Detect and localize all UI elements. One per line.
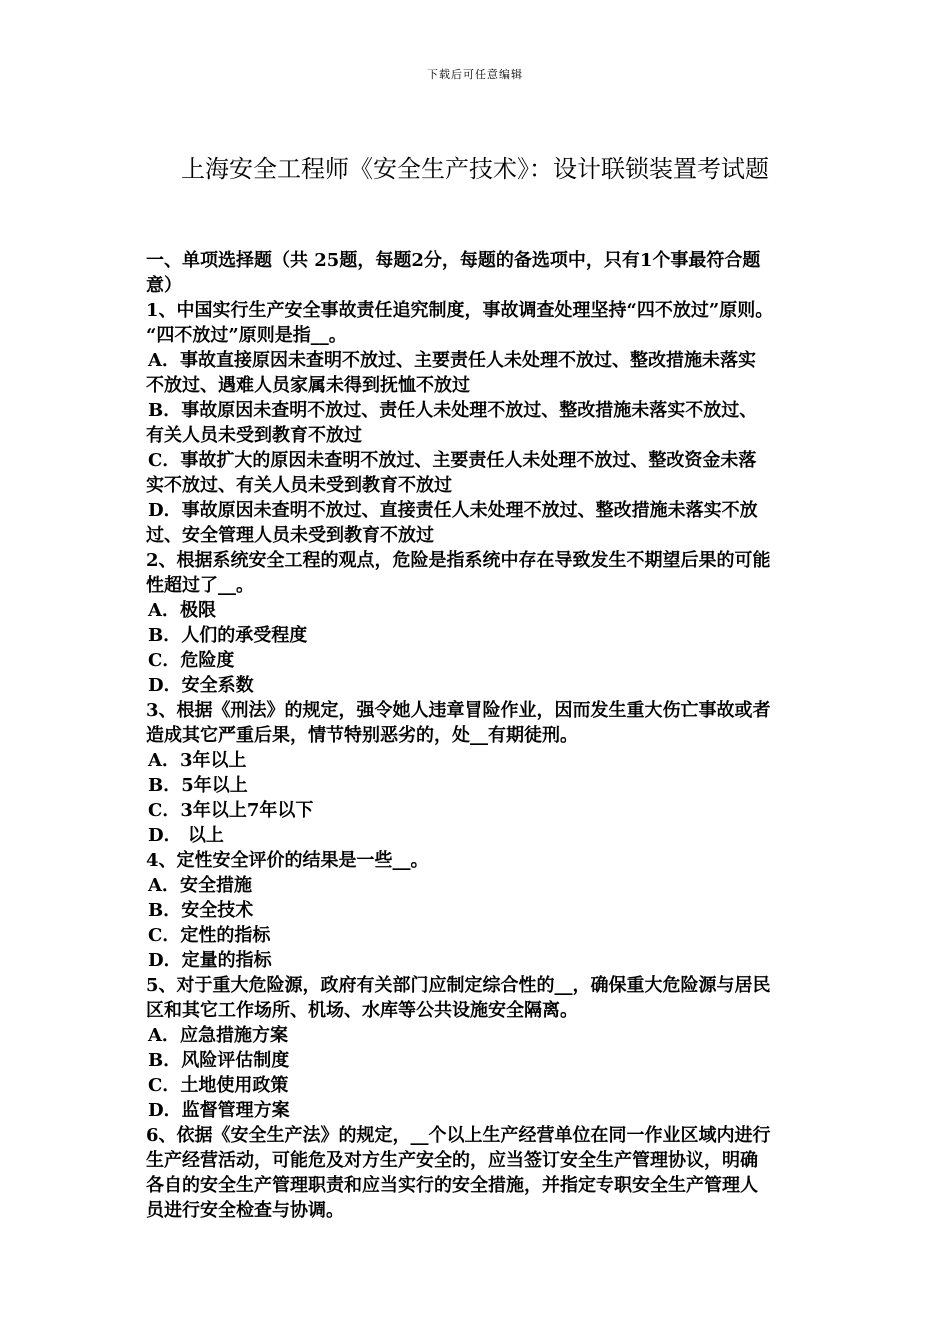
question-1-option-c-line: 实不放过、有关人员未受到教育不放过 — [146, 475, 452, 496]
section-heading-line: 意） — [146, 275, 182, 296]
question-body — [146, 248, 814, 1223]
question-3-option-c: C．3年以上7年以下 — [148, 800, 314, 821]
question-1-option-b-line: 有关人员未受到教育不放过 — [146, 425, 362, 446]
question-2-option-c: C．危险度 — [148, 650, 235, 671]
question-1-option-d-line: 过、安全管理人员未受到教育不放过 — [146, 525, 434, 546]
question-5-option-b: B．风险评估制度 — [148, 1050, 290, 1071]
question-6-stem-line: 各自的安全生产管理职责和应当实行的安全措施，并指定专职安全生产管理人 — [146, 1175, 758, 1196]
question-3-option-a: A．3年以上 — [148, 750, 247, 771]
question-2-stem-line: 2、根据系统安全工程的观点，危险是指系统中存在导致发生不期望后果的可能 — [146, 550, 771, 571]
question-1-option-a-line: A．事故直接原因未查明不放过、主要责任人未处理不放过、整改措施未落实 — [148, 350, 756, 371]
question-5-stem-line: 区和其它工作场所、机场、水库等公共设施安全隔离。 — [146, 1000, 578, 1021]
question-4-option-d: D．定量的指标 — [148, 950, 272, 971]
question-2-option-a: A．极限 — [148, 600, 216, 621]
question-2-stem-line: 性超过了__。 — [146, 575, 254, 596]
question-4-option-b: B．安全技术 — [148, 900, 254, 921]
question-2-option-b: B．人们的承受程度 — [148, 625, 308, 646]
question-3-option-d: D． 以上 — [148, 825, 224, 846]
question-2-option-d: D．安全系数 — [148, 675, 254, 696]
question-4-option-c: C．定性的指标 — [148, 925, 271, 946]
question-4-stem-line: 4、定性安全评价的结果是一些__。 — [146, 850, 429, 871]
question-3-stem-line: 3、根据《刑法》的规定，强令她人违章冒险作业，因而发生重大伤亡事故或者 — [146, 700, 771, 721]
document-title: 上海安全工程师《安全生产技术》：设计联锁装置考试题 — [181, 155, 769, 183]
question-1-stem-line: “四不放过”原则是指__。 — [146, 325, 347, 346]
question-1-stem-line: 1、中国实行生产安全事故责任追究制度，事故调查处理坚持“四不放过”原则。 — [146, 300, 774, 321]
question-5-option-c: C．土地使用政策 — [148, 1075, 289, 1096]
question-5-stem-line: 5、对于重大危险源，政府有关部门应制定综合性的__，确保重大危险源与居民 — [146, 975, 771, 996]
question-1-option-c-line: C．事故扩大的原因未查明不放过、主要责任人未处理不放过、整改资金未落 — [148, 450, 757, 471]
question-1-option-a-line: 不放过、遇难人员家属未得到抚恤不放过 — [146, 375, 470, 396]
question-4-option-a: A．安全措施 — [148, 875, 252, 896]
section-heading-line: 一、单项选择题（共 25题，每题2分，每题的备选项中，只有1个事最符合题 — [146, 250, 761, 271]
question-5-option-a: A．应急措施方案 — [148, 1025, 288, 1046]
question-1-option-b-line: B．事故原因未查明不放过、责任人未处理不放过、整改措施未落实不放过、 — [148, 400, 758, 421]
question-1-option-d-line: D．事故原因未查明不放过、直接责任人未处理不放过、整改措施未落实不放 — [148, 500, 758, 521]
question-6-stem-line: 员进行安全检查与协调。 — [146, 1200, 344, 1221]
question-6-stem-line: 生产经营活动，可能危及对方生产安全的，应当签订安全生产管理协议，明确 — [146, 1150, 758, 1171]
header-note: 下载后可任意编辑 — [427, 68, 523, 81]
question-3-option-b: B．5年以上 — [148, 775, 248, 796]
question-6-stem-line: 6、依据《安全生产法》的规定，__个以上生产经营单位在同一作业区域内进行 — [146, 1125, 771, 1146]
question-3-stem-line: 造成其它严重后果，情节特别恶劣的，处__有期徒刑。 — [146, 725, 578, 746]
question-5-option-d: D．监督管理方案 — [148, 1100, 290, 1121]
